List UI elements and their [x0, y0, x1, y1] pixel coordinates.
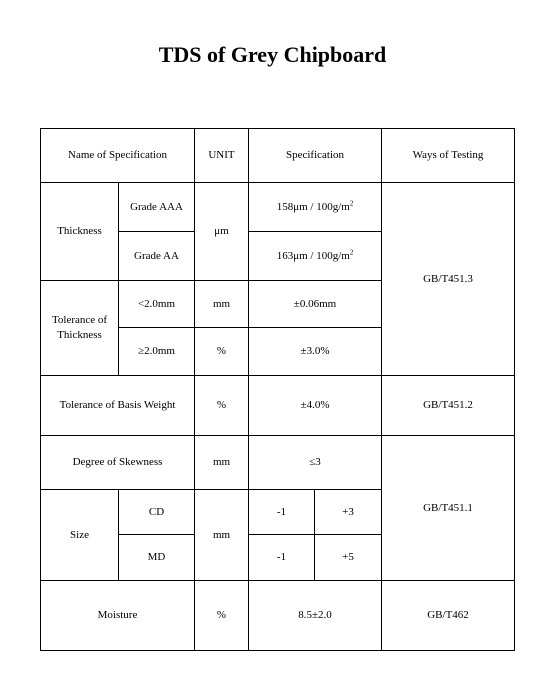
thickness-spec-aaa-value: 158μm / 100g/m: [276, 200, 350, 213]
thickness-grade-aaa: Grade AAA: [119, 183, 195, 232]
skewness-spec: ≤3: [249, 436, 382, 490]
tolerance-thickness-label: Tolerance of Thickness: [41, 281, 119, 376]
table-header-row: [41, 129, 515, 183]
size-direction-cd: CD: [119, 490, 195, 535]
skewness-label: Degree of Skewness: [41, 436, 195, 490]
specification-table: [40, 128, 515, 651]
thickness-spec-aa-superscript: 2: [349, 247, 354, 256]
size-cd-max: +3: [315, 490, 382, 535]
table-row-moisture: [41, 581, 515, 651]
thickness-spec-aaa-superscript: 2: [349, 198, 354, 207]
tolerance-basis-weight-label: Tolerance of Basis Weight: [41, 376, 195, 436]
tolerance-thickness-unit-lt2: mm: [195, 281, 249, 328]
table-row-tolerance-basis-weight: [41, 376, 515, 436]
tolerance-thickness-spec-lt2: ±0.06mm: [249, 281, 382, 328]
size-direction-md: MD: [119, 535, 195, 581]
thickness-testing-method: GB/T451.3: [382, 183, 515, 376]
thickness-spec-aaa: [249, 183, 382, 232]
tolerance-basis-weight-unit: %: [195, 376, 249, 436]
moisture-label: Moisture: [41, 581, 195, 651]
thickness-spec-aa-value: 163μm / 100g/m: [276, 249, 350, 262]
skewness-size-testing-method: GB/T451.1: [382, 436, 515, 581]
header-name-of-specification: Name of Specification: [41, 129, 195, 183]
tolerance-thickness-spec-ge2: ±3.0%: [249, 328, 382, 376]
size-label: Size: [41, 490, 119, 581]
size-md-min: -1: [249, 535, 315, 581]
tolerance-thickness-unit-ge2: %: [195, 328, 249, 376]
tolerance-thickness-condition-ge2: ≥2.0mm: [119, 328, 195, 376]
header-specification: Specification: [249, 129, 382, 183]
tolerance-basis-weight-testing-method: GB/T451.2: [382, 376, 515, 436]
moisture-testing-method: GB/T462: [382, 581, 515, 651]
tolerance-basis-weight-spec: ±4.0%: [249, 376, 382, 436]
size-md-max: +5: [315, 535, 382, 581]
table-row-thickness-aaa: [41, 183, 515, 232]
moisture-spec: 8.5±2.0: [249, 581, 382, 651]
document-title: TDS of Grey Chipboard: [158, 42, 387, 67]
thickness-grade-aa: Grade AA: [119, 232, 195, 281]
header-unit: UNIT: [195, 129, 249, 183]
size-unit: mm: [195, 490, 249, 581]
table-row-skewness: [41, 436, 515, 490]
header-ways-of-testing: Ways of Testing: [382, 129, 515, 183]
tolerance-thickness-condition-lt2: <2.0mm: [119, 281, 195, 328]
thickness-spec-aa: [249, 232, 382, 281]
size-cd-min: -1: [249, 490, 315, 535]
thickness-unit: μm: [195, 183, 249, 281]
moisture-unit: %: [195, 581, 249, 651]
skewness-unit: mm: [195, 436, 249, 490]
thickness-label: Thickness: [41, 183, 119, 281]
